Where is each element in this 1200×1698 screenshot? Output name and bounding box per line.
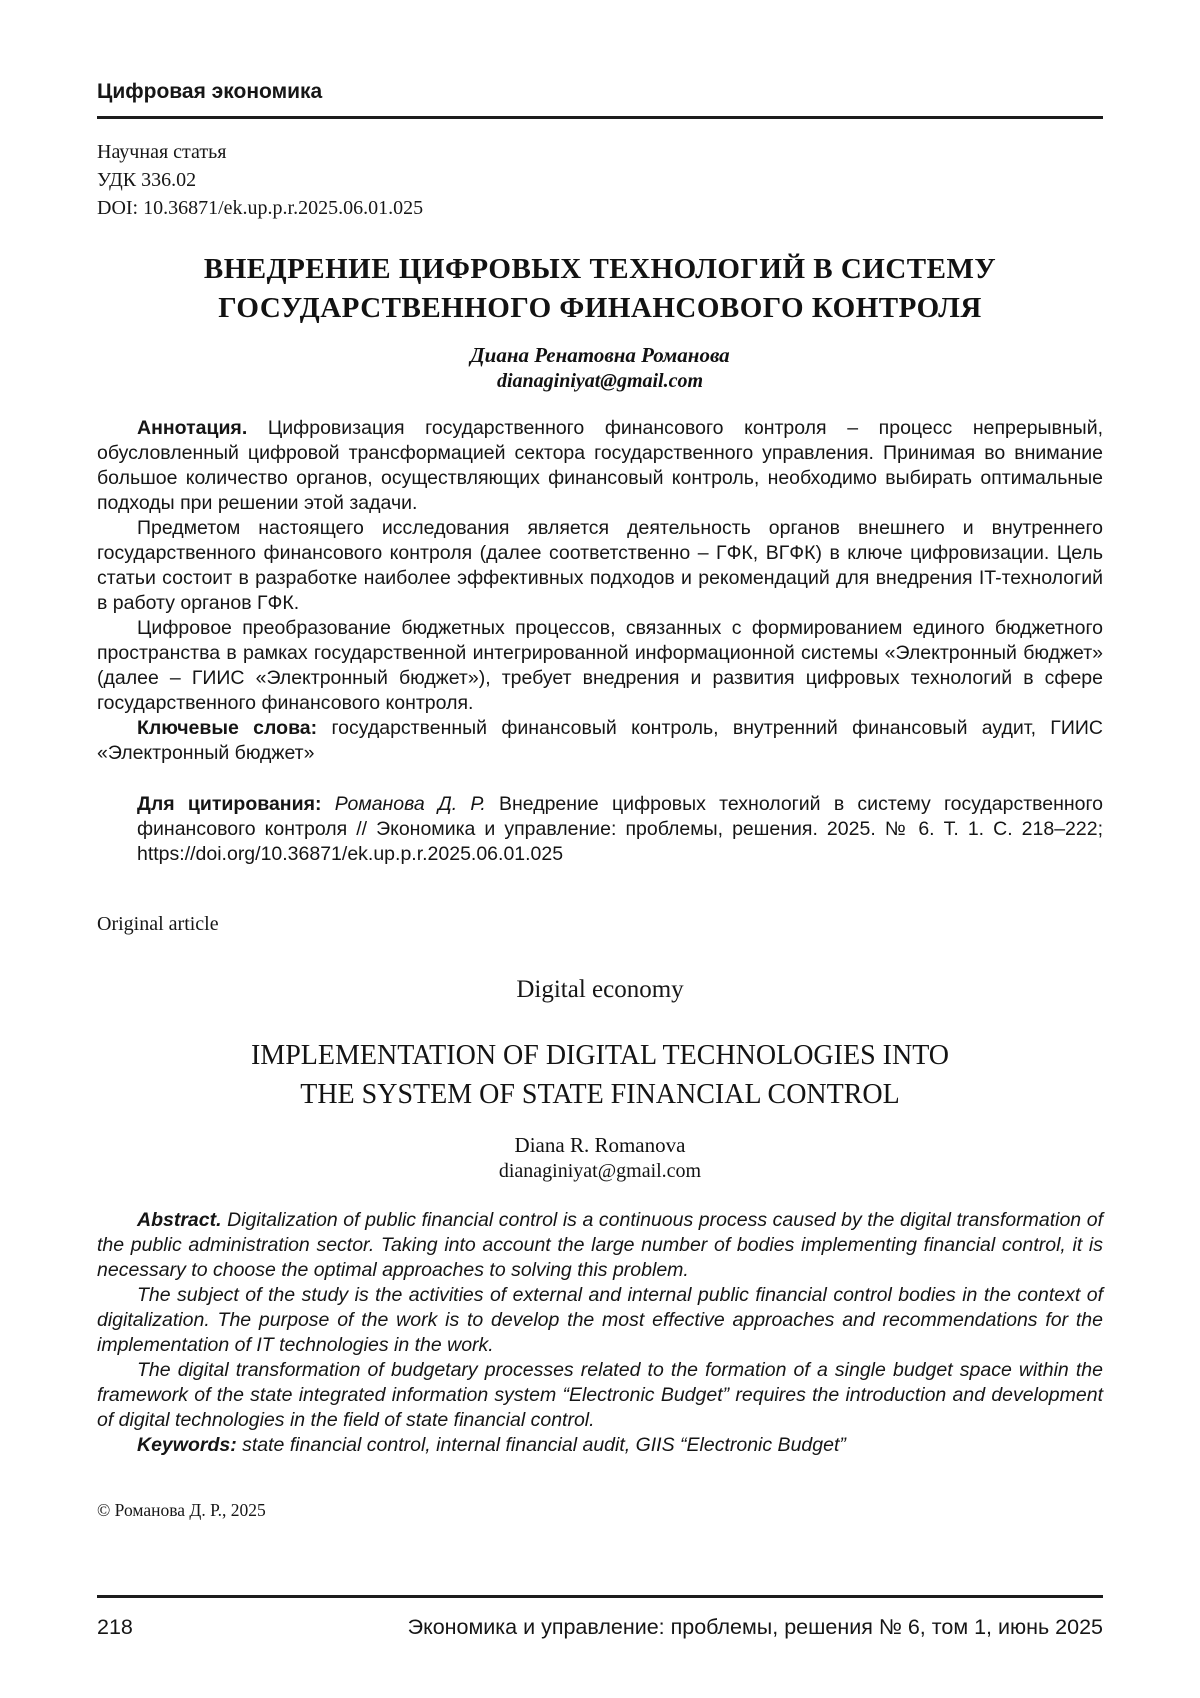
original-article-label: Original article	[97, 913, 219, 935]
title-ru-line1: ВНЕДРЕНИЕ ЦИФРОВЫХ ТЕХНОЛОГИЙ В СИСТЕМУ	[203, 253, 997, 285]
abstract-en-paragraph-1	[97, 1208, 1103, 1283]
keywords-en-paragraph	[97, 1433, 1103, 1458]
abstract-en-label: Abstract.	[137, 1209, 222, 1231]
abstract-ru-paragraph-1	[97, 416, 1103, 516]
title-ru-line2: ГОСУДАРСТВЕННОГО ФИНАНСОВОГО КОНТРОЛЯ	[218, 292, 982, 324]
abstract-ru-paragraph-2: Предметом настоящего исследования является деятельность органов внешнего и внутреннего государственного финансового контроля (далее соответственно – ГФК, ВГФК) в ключе цифровизации. Цель статьи состоит в разработке наиболее эффективных подходов и рекомендаций для внедрения IT-технологий в работу органов ГФК.	[97, 517, 1103, 614]
abstract-en-paragraph-3: The digital transformation of budgetary processes related to the formation of a single budget space within the framework of the state integrated information system “Electronic Budget” requires the introduction and development of digital technologies in the field of state financial control.	[97, 1359, 1103, 1431]
citation-text: Внедрение цифровых технологий в систему государственного финансового контроля // Экономика и управление: проблемы, решения. 2025. № 6. Т. 1. С. 218–222; https://doi.org/10.36871/ek.up.p.r.2025.06.01.025	[137, 793, 1104, 865]
header-rule	[97, 116, 1103, 119]
keywords-en-text: state financial control, internal financial audit, GIIS “Electronic Budget”	[242, 1434, 846, 1456]
citation-block	[137, 792, 1103, 867]
abstract-en-text-1: Digitalization of public financial control is a continuous process caused by the digital transformation of the public administration sector. Taking into account the large number of bodies implementing financial control, it is necessary to choose the optimal approaches to solving this problem.	[97, 1209, 1103, 1281]
keywords-en-label: Keywords:	[137, 1434, 237, 1456]
title-en-line1: IMPLEMENTATION OF DIGITAL TECHNOLOGIES INTO	[250, 1040, 950, 1071]
copyright-line: © Романова Д. Р., 2025	[97, 1500, 266, 1520]
abstract-ru-paragraph-3: Цифровое преобразование бюджетных процессов, связанных с формированием единого бюджетного пространства в рамках государственной интегрированной информационной системы «Электронный бюджет» (далее – ГИИС «Электронный бюджет»), требует внедрения и развития цифровых технологий в сфере государственного финансового контроля.	[97, 617, 1103, 714]
title-en-line2: THE SYSTEM OF STATE FINANCIAL CONTROL	[300, 1079, 900, 1110]
journal-section-label-en: Digital economy	[516, 976, 684, 1003]
footer-rule	[97, 1595, 1103, 1598]
article-meta	[97, 138, 1103, 222]
article-title-en	[97, 1036, 1103, 1114]
keywords-ru-text: государственный финансовый контроль, внутренний финансовый аудит, ГИИС «Электронный бюджет»	[97, 717, 1103, 764]
abstract-ru-text-1: Цифровизация государственного финансового контроля – процесс непрерывный, обусловленный цифровой трансформацией сектора государственного управления. Принимая во внимание большое количество органов, осуществляющих финансовый контроль, необходимо выбирать оптимальные подходы при решении этой задачи.	[97, 417, 1104, 514]
abstract-ru-label: Аннотация.	[137, 417, 248, 439]
journal-section-label: Цифровая экономика	[97, 80, 323, 103]
article-type: Научная статья	[97, 141, 227, 163]
udk-code: УДК 336.02	[97, 169, 197, 191]
author-email-en: dianaginiyat@gmail.com	[498, 1160, 702, 1182]
citation-label: Для цитирования:	[137, 793, 322, 815]
author-name-en: Diana R. Romanova	[514, 1133, 686, 1157]
author-name-ru: Диана Ренатовна Романова	[470, 343, 730, 367]
abstract-ru	[97, 416, 1103, 766]
page-footer	[97, 1595, 1103, 1698]
abstract-en	[97, 1208, 1103, 1458]
footer-row	[97, 1615, 1103, 1640]
abstract-en-paragraph-2: The subject of the study is the activities of external and internal public financial control bodies in the context of digitalization. The purpose of the work is to develop the most effective approaches and recommendations for the implementation of IT technologies in the work.	[97, 1284, 1103, 1356]
journal-title-footer: Экономика и управление: проблемы, решения № 6, том 1, июнь 2025	[407, 1615, 1103, 1639]
citation-author: Романова Д. Р.	[334, 793, 486, 815]
page-number: 218	[97, 1615, 133, 1639]
keywords-ru-paragraph	[97, 716, 1103, 766]
keywords-ru-label: Ключевые слова:	[137, 717, 318, 739]
author-email-ru: dianaginiyat@gmail.com	[496, 370, 704, 392]
article-title-ru	[97, 250, 1103, 328]
doi-line: DOI: 10.36871/ek.up.p.r.2025.06.01.025	[97, 197, 424, 219]
